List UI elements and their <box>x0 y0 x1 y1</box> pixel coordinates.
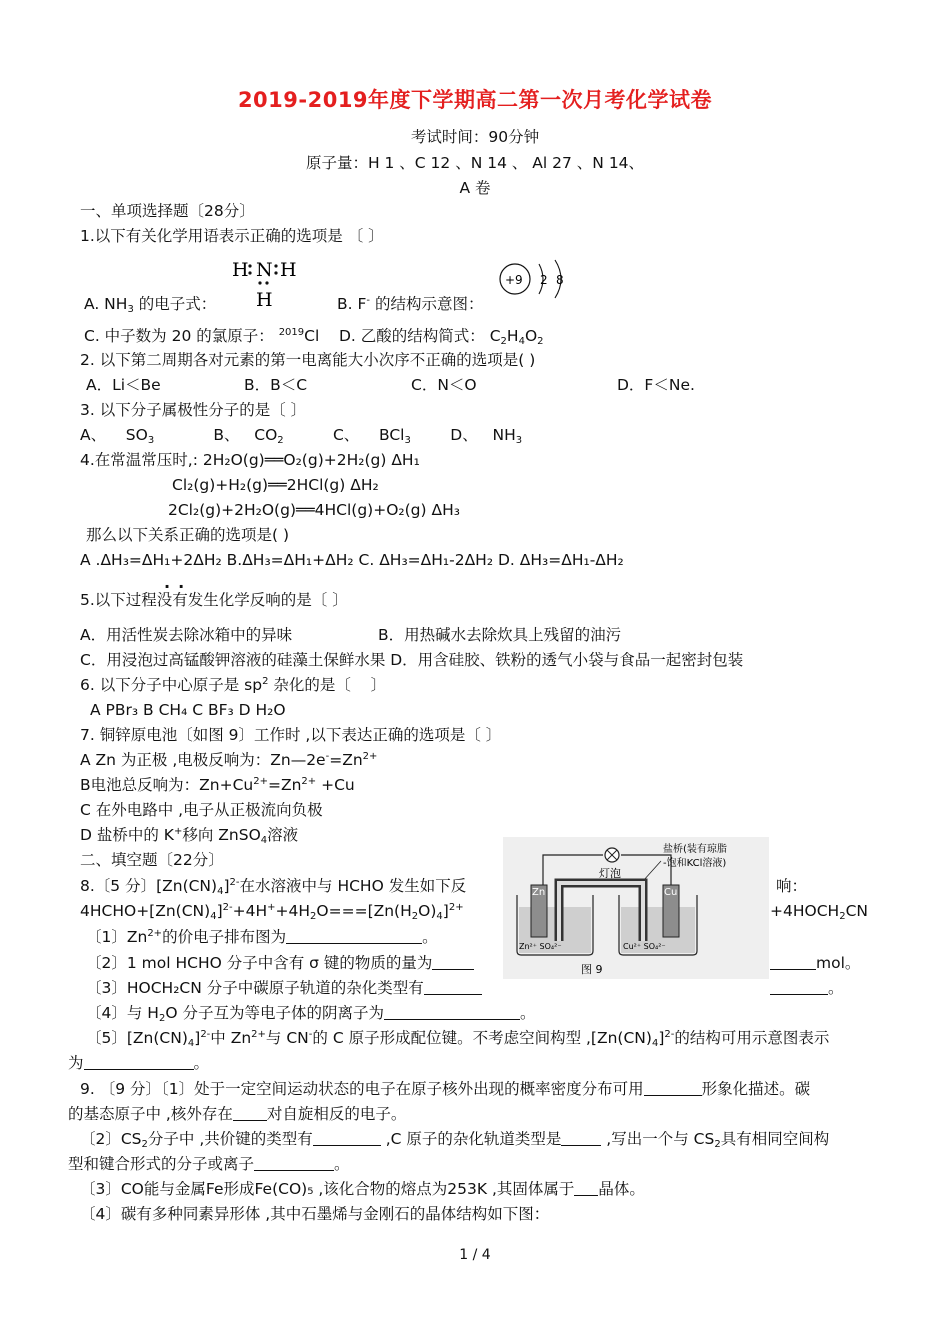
question-7: 7. 铜锌原电池〔如图 9〕工作时 ,以下表达正确的选项是〔 〕 <box>80 726 502 744</box>
atomic-mass-line: 原子量：H 1 、C 12 、N 14 、 Al 27 、N 14、 <box>305 154 645 172</box>
q8-part-2: 〔2〕1 mol HCHO 分子中含有 σ 键的物质的量为 <box>86 953 474 973</box>
question-8-tail: 响： <box>776 877 808 895</box>
question-5: 5.以下过程没有发生化学反响的是〔 〕 <box>80 591 348 609</box>
salt-bridge-label-2: -饱和KCl溶液) <box>663 858 727 869</box>
question-4-line-2: Cl₂(g)+H₂(g)══2HCl(g) ΔH₂ <box>172 476 379 494</box>
h-right-symbol: H <box>280 259 297 281</box>
paper-a-label: A 卷 <box>459 179 491 197</box>
q9-part-3-text: 〔3〕CO能与金属Fe形成Fe(CO)₅ ,该化合物的熔点为253K ,其固体属于 <box>80 1180 575 1198</box>
q4-options: A .ΔH₃=ΔH₁+2ΔH₂ B.ΔH₃=ΔH₁+ΔH₂ C. ΔH₃=ΔH₁-2ΔH₂ D. ΔH₃=ΔH₁-ΔH₂ <box>80 551 624 569</box>
right-ions-label: Cu²⁺ SO₄²⁻ <box>623 942 666 951</box>
q1-option-c: C. 中子数为 20 的氯原子： $^{2019}$Cl D. 乙酸的结构简式： $C_2H_4O_2$ <box>84 327 544 347</box>
question-2: 2. 以下第二周期各对元素的第一电离能大小次序不正确的选项是( ) <box>80 351 536 369</box>
q8-equation-tail: $+4HOCH_2CN$ <box>770 902 868 922</box>
q8-equation: $4HCHO+[Zn(CN)_4]^{2-}+4H^++4H_2O===[Zn(H_2O)_4]^{2+}$ <box>80 902 464 922</box>
q6-options: A PBr₃ B CH₄ C BF₃ D H₂O <box>90 701 286 719</box>
n-symbol: N <box>256 259 273 281</box>
q8-part-2-tail: mol。 <box>770 953 860 973</box>
cu-label: Cu <box>664 887 678 898</box>
q1-option-a: A. $NH_3$ 的电子式： <box>84 295 217 315</box>
q2-option-b: B．B＜C <box>244 376 308 394</box>
q8-part-3 <box>86 978 482 998</box>
q8-part-1: 〔1〕$Zn^{2+}$的价电子排布图为 。 <box>86 928 438 946</box>
q9-part-3 <box>80 1179 645 1199</box>
question-6: 6. 以下分子中心原子是 $sp^2$ 杂化的是〔 〕 <box>80 676 387 694</box>
left-ions-label: Zn²⁺ SO₄²⁻ <box>519 942 562 951</box>
shell-1-electrons: 2 <box>540 273 548 287</box>
q2-option-d: D．F＜Ne. <box>617 376 695 394</box>
figure-9-caption: 图 9 <box>581 963 603 976</box>
nh3-electron-formula <box>228 256 300 314</box>
q7-option-b: B电池总反响为：$Zn+Cu^{2+}=Zn^{2+} +Cu$ <box>80 776 355 794</box>
figure-9-galvanic-cell <box>503 837 769 979</box>
emphasis-dots: .. <box>164 573 193 592</box>
q8-part-4: 〔4〕与 $H_2O$ 分子互为等电子体的阴离子为 。 <box>86 1004 536 1024</box>
zn-label: Zn <box>532 887 546 898</box>
question-4-line-3: 2Cl₂(g)+2H₂O(g)══4HCl(g)+O₂(g) ΔH₃ <box>168 501 460 519</box>
bulb-label: 灯泡 <box>599 867 621 880</box>
section-2-title: 二、填空题〔22分〕 <box>80 851 224 869</box>
q1-option-b: B. F- 的结构示意图： <box>337 295 484 313</box>
q3-options: A、 $SO_3$ B、 $CO_2$ C、 BCl$_3$ D、 $NH_3$ <box>80 426 523 446</box>
q5-option-b: B．用热碱水去除炊具上残留的油污 <box>378 626 622 644</box>
q5-option-a: A．用活性炭去除冰箱中的异味 <box>80 626 293 644</box>
exam-time: 考试时间：90分钟 <box>410 128 540 146</box>
exam-title: 2019-2019年度下学期高二第一次月考化学试卷 <box>237 88 713 112</box>
h-left-symbol: H <box>232 259 249 281</box>
nucleus-charge: +9 <box>505 273 523 287</box>
section-1-title: 一、单项选择题〔28分〕 <box>80 202 255 220</box>
q2-option-c: C．N＜O <box>411 376 477 394</box>
q9-part-2: 〔2〕$CS_2$分子中 ,共价键的类型有 ,C 原子的杂化轨道类型是 ,写出一个与 $CS_2$具有相同空间构 <box>80 1130 830 1150</box>
q7-option-a: A Zn 为正极 ,电极反响为：$Zn—2e^-=Zn^{2+}$ <box>80 751 378 769</box>
fluoride-structure-diagram <box>495 258 585 302</box>
question-3: 3. 以下分子属极性分子的是〔 〕 <box>80 401 307 419</box>
q5-options-cd: C．用浸泡过高锰酸钾溶液的硅藻土保鲜水果 D．用含硅胶、铁粉的透气小袋与食品一起密封包装 <box>80 651 744 669</box>
q7-option-c: C 在外电路中 ,电子从正极流向负极 <box>80 801 323 819</box>
q8-part-3-text: 〔3〕HOCH₂CN 分子中碳原子轨道的杂化类型有 <box>86 979 424 997</box>
q2-option-a: A．Li＜Be <box>86 376 161 394</box>
question-4-line-1: 4.在常温常压时,: 2H₂O(g)══O₂(g)+2H₂(g) ΔH₁ <box>80 451 420 469</box>
q8-part-3-tail: 。 <box>770 978 844 998</box>
q7-option-d: D 盐桥中的 K+移向 ZnSO$_4$溶液 <box>80 826 299 846</box>
salt-bridge-label-1: 盐桥(装有琼脂 <box>663 844 727 855</box>
question-8: 8.〔5 分〕$[Zn(CN)_4]^{2-}$在水溶液中与 HCHO 发生如下反 <box>80 877 467 897</box>
q8-part-5-cont: 为 。 <box>68 1054 210 1072</box>
q8-part-5: 〔5〕$[Zn(CN)_4]^{2-}$中 $Zn^{2+}$与 CN-的 C 原子形成配位键。不考虑空间构型 $,[Zn(CN)_4]^{2-}$的结构可用示意图表示 <box>86 1029 830 1049</box>
page-number: 1 / 4 <box>459 1247 491 1263</box>
q9-part-1-cont: 的基态原子中 ,核外存在 对自旋相反的电子。 <box>68 1105 407 1123</box>
shell-2-electrons: 8 <box>556 273 564 287</box>
question-9: 9. 〔9 分〕〔1〕处于一定空间运动状态的电子在原子核外出现的概率密度分布可用 形象化描述。碳 <box>80 1080 811 1098</box>
question-4-ask: 那么以下关系正确的选项是( ) <box>86 526 290 544</box>
q9-part-4: 〔4〕碳有多种同素异形体 ,其中石墨烯与金刚石的晶体结构如下图： <box>80 1205 550 1223</box>
question-1: 1.以下有关化学用语表示正确的选项是 〔 〕 <box>80 227 384 245</box>
q9-part-3-end: 晶体。 <box>598 1180 645 1198</box>
h-bottom-symbol: H <box>256 289 273 311</box>
q9-part-2-cont: 型和键合形式的分子或离子 。 <box>68 1155 350 1173</box>
